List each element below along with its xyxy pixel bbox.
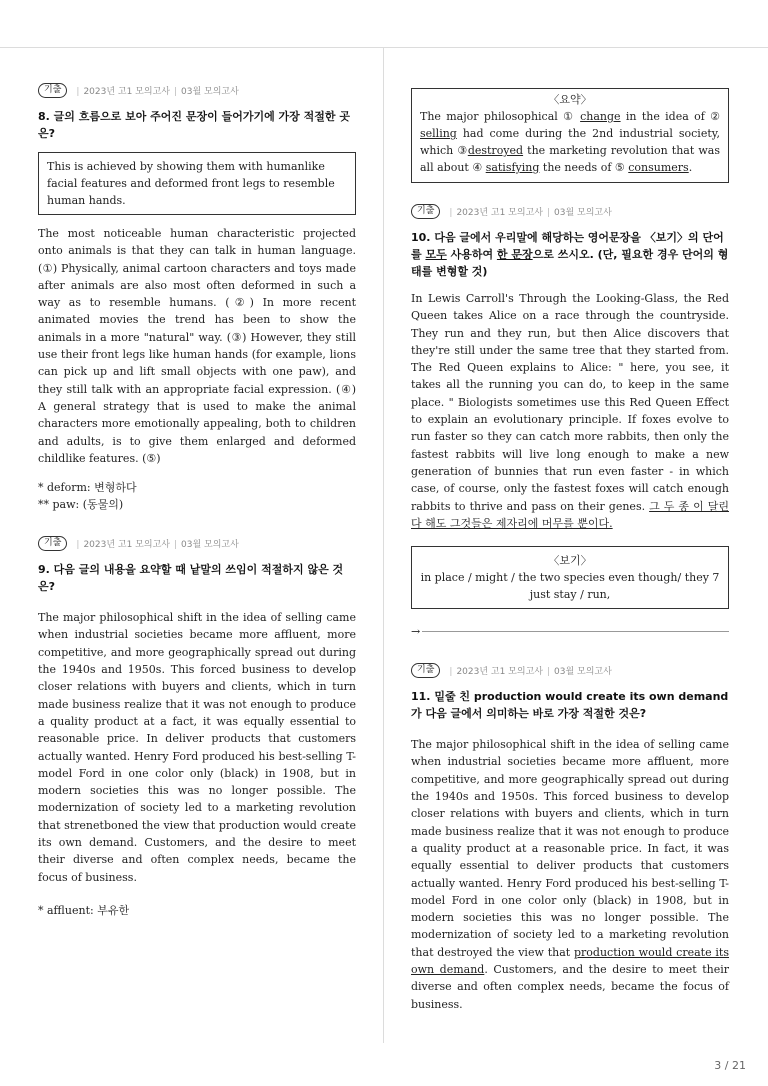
answer-line[interactable]	[411, 625, 729, 638]
past-exam-badge: 기출	[38, 83, 67, 98]
source-year: 2023년 고1 모의고사	[456, 207, 543, 218]
blank-word-4: satisfying	[485, 161, 540, 174]
word-box-words: in place / might / the two species even though/ they 7 just stay / run,	[420, 571, 720, 602]
question-title: 11. 밑줄 친 production would create its own demand가 다음 글에서 의미하는 바로 가장 적절한 것은?	[411, 690, 729, 721]
source-year: 2023년 고1 모의고사	[83, 86, 170, 97]
past-exam-badge: 기출	[411, 663, 440, 678]
blank-word-2: selling	[420, 127, 457, 140]
arrow-icon: →	[411, 625, 421, 639]
source-tag-line: 기출 | 2023년 고1 모의고사 | 03월 모의고사	[38, 82, 356, 98]
underlined-phrase: production would create its own demand	[411, 945, 729, 977]
summary-box	[411, 88, 729, 183]
header-rule	[0, 47, 768, 48]
given-sentence-box: This is achieved by showing them with humanlike facial features and deformed front legs to resemble human hands.	[38, 152, 356, 215]
blank-word-1: change	[580, 110, 621, 123]
left-column	[38, 82, 356, 919]
source-month: 03월 모의고사	[554, 207, 612, 218]
passage: The major philosophical shift in the idea of selling came when industrial societies became more affluent, more competitive, and more geographically spread out during the 1940s and 1950s. This forced business to develop closer relations with buyers and clients, which in turn made business realize that it was not enough to produce a quality product at a reasonable price. In fact, it was equally essential to deliver products that customers actually wanted. Henry Ford produced his best-selling T-model Ford in one color only (black) in 1908, but in modern societies this was no longer possible. The modernization of society led to a marketing revolution that destroyed the view that production would create its own demand. Customers, and the desire to meet their diverse and often complex needs, became the focus of business.	[411, 738, 729, 1011]
source-tag-line: 기출 | 2023년 고1 모의고사 | 03월 모의고사	[38, 535, 356, 551]
source-year: 2023년 고1 모의고사	[83, 539, 170, 550]
source-year: 2023년 고1 모의고사	[456, 666, 543, 677]
question-9	[38, 535, 356, 919]
vocab-notes	[38, 479, 356, 513]
word-box-heading: 〈보기〉	[548, 554, 592, 568]
question-title: 10. 다음 글에서 우리말에 해당하는 영어문장을 〈보기〉의 단어를 모두 사용하여 한 문장으로 쓰시오. (단, 필요한 경우 단어의 형태를 변형할 것)	[411, 231, 729, 278]
blank-word-3: destroyed	[467, 144, 524, 157]
underlined-korean: 그 두 종 이 달린다 해도 그것들은 제자리에 머무를 뿐이다.	[411, 499, 729, 530]
past-exam-badge: 기출	[38, 536, 67, 551]
passage: The most noticeable human characteristic projected onto animals is that they can talk in human language. (①) Physically, animal cartoon characters and toys made after animals are also most often deformed in such a way as to resemble humans. (②) In more recent animated movies the trend has been to show the animals in a more "natural" way. (③) However, they still use their front legs like human hands (for example, lions can pick up and lift small objects with one paw), and they still talk with an appropriate facial expression. (④) A general strategy that is used to make the animal characters more emotionally appealing, both to children and adults, is to give them enlarged and deformed childlike features. (⑤)	[38, 227, 356, 465]
source-month: 03월 모의고사	[181, 539, 239, 550]
source-tag-line: 기출 | 2023년 고1 모의고사 | 03월 모의고사	[411, 203, 729, 219]
question-title: 9. 다음 글의 내용을 요약할 때 낱말의 쓰임이 적절하지 않은 것은?	[38, 563, 344, 594]
summary-heading: 〈요약〉	[548, 93, 592, 106]
passage: The major philosophical shift in the idea of selling came when industrial societies became more affluent, more competitive, and more geographically spread out during the 1940s and 1950s. This forced business to develop closer relations with buyers and clients, which in turn made business realize that it was not enough to produce a quality product at a fact, it was equally essential to reasonable price. In deliver products that customers actually wanted. Henry Ford produced his best-selling T-model Ford in one color only (black) in 1908, but in modern societies this was no longer possible. The modernization of society led to a marketing revolution that strenetboned the view that production would create its own demand. Customers, and the desire to meet their diverse and often complex needs, became the focus of business.	[38, 611, 356, 884]
word-box	[411, 546, 729, 609]
passage: In Lewis Carroll's Through the Looking-Glass, the Red Queen takes Alice on a race through the countryside. They run and they run, but then Alice discovers that they're still under the same tree that they started from. The Red Queen explains to Alice: " here, you see, it takes all the running you can do, to keep in the same place. " Biologists sometimes use this Red Queen Effect to explain an evolutionary principle. If foxes evolve to run faster so they can catch more rabbits, then only the fastest rabbits will live long enough to make a new generation of bunnies that run even faster - in which case, of course, only the fastest foxes will catch enough rabbits to thrive and pass on their genes. 그 두 종 이 달린다 해도 그것들은 제자리에 머무를 뿐이다.	[411, 292, 729, 530]
question-8	[38, 82, 356, 513]
source-tag-line: 기출 | 2023년 고1 모의고사 | 03월 모의고사	[411, 662, 729, 678]
page-number: 3 / 21	[714, 1059, 746, 1072]
question-11	[411, 662, 729, 1013]
vocab-note: * deform: 변형하다	[38, 481, 137, 495]
source-month: 03월 모의고사	[554, 666, 612, 677]
summary-text: The major philosophical ① change in the idea of ② selling had come during the 2nd industrial society, which ③destroyed the marketing revolution that was all about ④ satisfying the needs of ⑤ consumers.	[420, 110, 720, 174]
question-10	[411, 203, 729, 638]
blank-word-5: consumers	[628, 161, 689, 174]
vocab-note: ** paw: (동물의)	[38, 498, 124, 512]
source-month: 03월 모의고사	[181, 86, 239, 97]
question-title: 8. 글의 흐름으로 보아 주어진 문장이 들어가기에 가장 적절한 곳은?	[38, 110, 350, 140]
past-exam-badge: 기출	[411, 204, 440, 219]
vocab-note: * affluent: 부유한	[38, 903, 130, 917]
column-divider	[383, 48, 384, 1043]
right-column	[411, 88, 729, 1013]
